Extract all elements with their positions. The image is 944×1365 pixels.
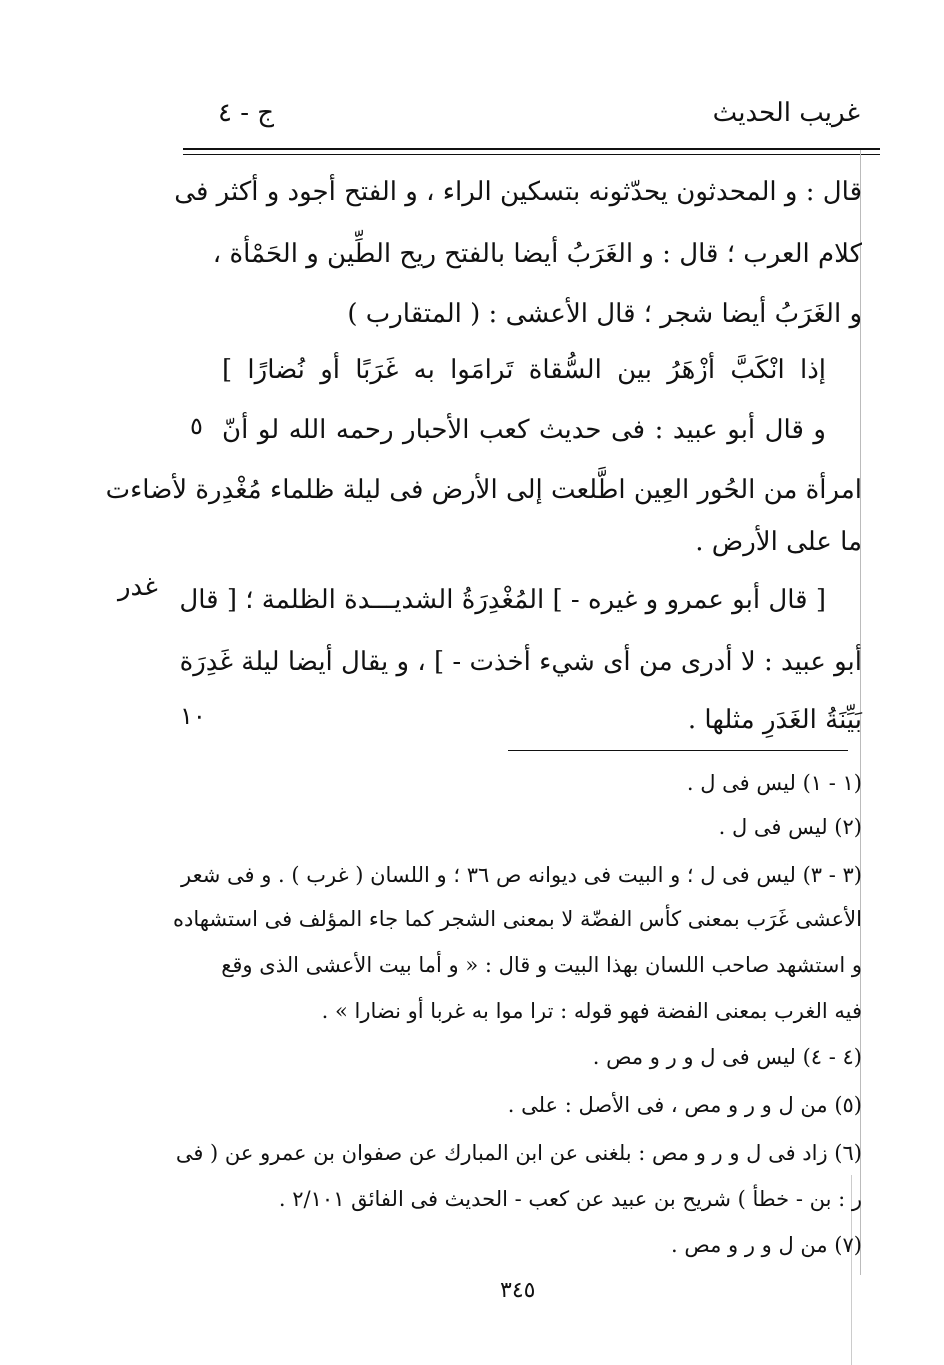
footnote-line: الأعشى غَرَب بمعنى كأس الفضّة لا بمعنى الشجر كما جاء المؤلف فى استشهاده — [172, 907, 862, 931]
body-line: و الغَرَبُ أيضا شجر ؛ قال الأعشى : ( المتقارب ) — [347, 299, 862, 329]
footnote-line: و استشهد صاحب اللسان بهذا البيت و قال : « و أما بيت الأعشى الذى وقع — [221, 953, 862, 977]
footnote-line: فيه الغرب بمعنى الفضة فهو قوله : ترا موا به غربا أو نضارا » . — [321, 999, 862, 1023]
footnote-line: (٥) من ل و ر و مص ، فى الأصل : على . — [507, 1093, 862, 1117]
body-line: ما على الأرض . — [695, 527, 862, 557]
body-line: أبو عبيد : لا أدرى من أى شيء أخذت - ] ، و يقال أيضا ليلة غَدِرَة — [179, 647, 862, 677]
footnote-line: (٣ - ٣) ليس فى ل ؛ و البيت فى ديوانه ص ٣٦ ؛ و اللسان ( غرب ) . و فى شعر — [180, 863, 862, 887]
running-title: غريب الحديث — [712, 98, 860, 128]
verse-line: إذا انْكَبَّ أزْهَرُ بين السُّقاة تَرامَوا به غَرَبًا أو نُضارًا ] — [222, 355, 826, 385]
body-line: امرأة من الحُور العِين اطَّلعت إلى الأرض فى ليلة ظلماء مُغْدِرة لأضاءت — [105, 475, 862, 505]
footnote-line: (٧) من ل و ر و مص . — [671, 1233, 862, 1257]
header-rule-thick — [183, 148, 880, 150]
footnote-separator — [508, 750, 848, 751]
body-line: قال : و المحدثون يحدّثونه بتسكين الراء ، و الفتح أجود و أكثر فى — [174, 177, 862, 207]
body-line: [ قال أبو عمرو و غيره - ] المُغْدِرَةُ الشديـــدة الظلمة ؛ [ قال — [179, 585, 826, 615]
footnote-line: (٢) ليس فى ل . — [718, 815, 862, 839]
margin-line-number-10: ١٠ — [180, 702, 206, 730]
margin-gloss-word: غدر — [118, 572, 158, 602]
body-line: بَيِّنَةُ الغَدَرِ مثلها . — [687, 705, 862, 735]
footnote-line: (٦) زاد فى ل و ر و مص : بلغنى عن ابن المبارك عن صفوان بن عمرو عن ( فى — [175, 1141, 862, 1165]
header-rule-thin — [183, 154, 880, 155]
volume-label: ج - ٤ — [218, 98, 275, 128]
footnote-line: (٤ - ٤) ليس فى ل و ر و مص . — [592, 1045, 862, 1069]
footnote-line: (١ - ١) ليس فى ل . — [686, 771, 862, 795]
page-number: ٣٤٥ — [500, 1278, 536, 1303]
footnote-line: ر : بن - خطأ ) شريح بن عبيد عن كعب - الحديث فى الفائق ٢/١٠١ . — [278, 1187, 862, 1211]
margin-line-number-5: ٥ — [190, 412, 203, 440]
body-line: و قال أبو عبيد : فى حديث كعب الأحبار رحمه الله لو أنّ — [222, 415, 826, 445]
body-line: كلام العرب ؛ قال : و الغَرَبُ أيضا بالفتح ريح الطِّين و الحَمْأة ، — [212, 239, 862, 269]
